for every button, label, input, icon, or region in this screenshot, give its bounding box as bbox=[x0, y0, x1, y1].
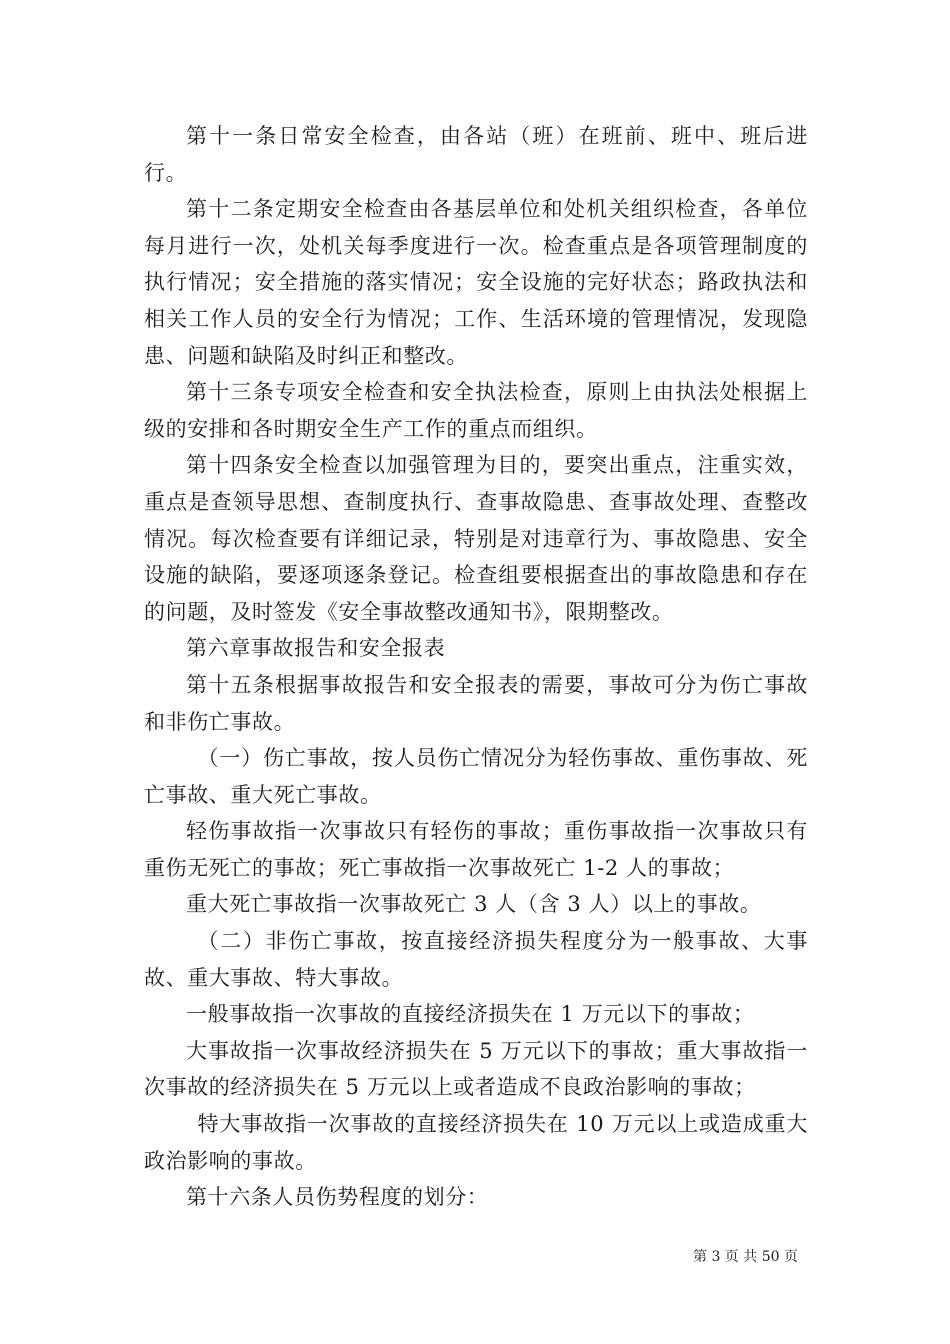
paragraph-injury-definitions: 轻伤事故指一次事故只有轻伤的事故；重伤事故指一次事故只有重伤无死亡的事故；死亡事故指一次事故死亡 1-2 人的事故； bbox=[144, 819, 808, 880]
paragraph-extra-large-accident-definition: 特大事故指一次事故的直接经济损失在 10 万元以上或造成重大政治影响的事故。 bbox=[144, 1112, 808, 1173]
document-body bbox=[144, 118, 808, 1216]
paragraph-general-accident-definition: 一般事故指一次事故的直接经济损失在 1 万元以下的事故； bbox=[186, 1002, 755, 1027]
paragraph-article-14: 第十四条安全检查以加强管理为目的，要突出重点，注重实效，重点是查领导思想、查制度执行、查事故隐患、查事故处理、查整改情况。每次检查要有详细记录，特别是对违章行为、事故隐患、安全设施的缺陷，要逐项逐条登记。检查组要根据查出的事故隐患和存在的问题，及时签发《安全事故整改通知书》，限期整改。 bbox=[144, 453, 808, 624]
paragraph-article-15: 第十五条根据事故报告和安全报表的需要，事故可分为伤亡事故和非伤亡事故。 bbox=[144, 672, 808, 734]
paragraph-article-13: 第十三条专项安全检查和安全执法检查，原则上由执法处根据上级的安排和各时期安全生产工作的重点而组织。 bbox=[144, 380, 808, 441]
paragraph-large-accident-definition: 大事故指一次事故经济损失在 5 万元以下的事故；重大事故指一次事故的经济损失在 5 万元以上或者造成不良政治影响的事故； bbox=[144, 1038, 808, 1100]
paragraph-casualty-accidents: （一）伤亡事故，按人员伤亡情况分为轻伤事故、重伤事故、死亡事故、重大死亡事故。 bbox=[144, 746, 808, 807]
paragraph-article-12: 第十二条定期安全检查由各基层单位和处机关组织检查，各单位每月进行一次，处机关每季度进行一次。检查重点是各项管理制度的执行情况；安全措施的落实情况；安全设施的完好状态；路政执法和相关工作人员的安全行为情况；工作、生活环境的管理情况，发现隐患、问题和缺陷及时纠正和整改。 bbox=[144, 197, 808, 368]
page-number: 第 3 页 共 50 页 bbox=[693, 1249, 798, 1265]
paragraph-article-16: 第十六条人员伤势程度的划分： bbox=[186, 1185, 489, 1210]
paragraph-major-death-definition: 重大死亡事故指一次事故死亡 3 人（含 3 人）以上的事故。 bbox=[186, 892, 762, 917]
paragraph-article-11: 第十一条日常安全检查，由各站（班）在班前、班中、班后进行。 bbox=[144, 124, 808, 185]
chapter-heading-6: 第六章事故报告和安全报表 bbox=[186, 636, 446, 661]
paragraph-non-casualty-accidents: （二）非伤亡事故，按直接经济损失程度分为一般事故、大事故、重大事故、特大事故。 bbox=[144, 929, 808, 990]
